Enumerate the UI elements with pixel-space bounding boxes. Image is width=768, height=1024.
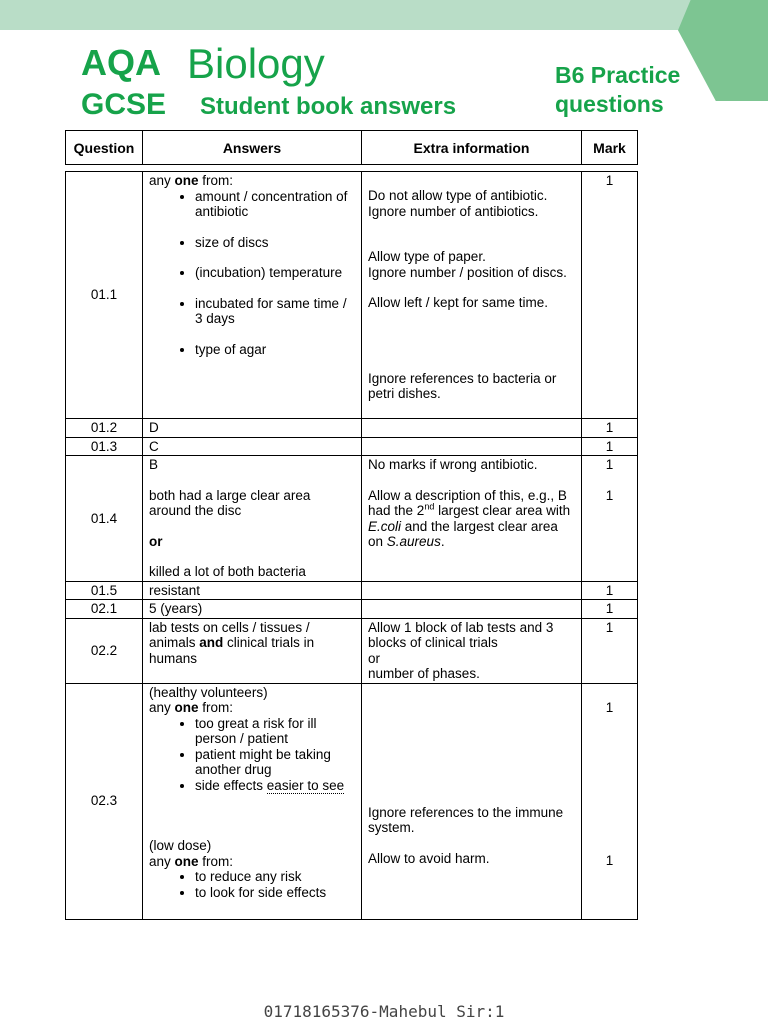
mark-cell: 1 [582,419,638,438]
mark-cell: 1 [582,172,638,419]
extra-text: Allow to avoid harm. [368,850,490,866]
list-item: • size of discs [195,235,355,251]
extra-text: Allow left / kept for same time. [368,295,549,310]
table-row [66,600,638,619]
answer-cell [143,172,362,419]
table-row [66,683,638,919]
table-row [66,581,638,600]
extra-text: Allow a description of this, e.g., B had the 2nd largest clear area with E.coli and the largest clear area on S.aureus. [368,487,571,549]
brand-logo: AQA [81,42,161,83]
topic-title-line2: questions [555,91,664,117]
list-item: • side effects easier to see [195,778,355,794]
extra-info-cell [362,581,582,600]
answer-text: (healthy volunteers) [149,684,268,700]
extra-text: Allow 1 block of lab tests and 3 blocks of clinical trials [368,619,554,650]
mark-cell: 1 [582,618,638,683]
extra-text: Ignore references to bacteria or petri dishes. [368,370,557,401]
extra-info-cell [362,456,582,582]
extra-info-cell [362,600,582,619]
answer-bullets [149,189,355,220]
mark-cell: 1 1 [582,683,638,919]
list-item: • too great a risk for ill person / patient [195,716,355,747]
column-header-answers: Answers [143,131,362,165]
extra-info-cell [362,172,582,419]
answer-cell: lab tests on cells / tissues / animals and clinical trials in humans [143,618,362,683]
table-row [66,437,638,456]
list-item: • (incubation) temperature [195,265,355,281]
answer-text: both had a large clear area around the disc [149,487,311,518]
answer-cell: resistant [143,581,362,600]
top-band [0,0,768,30]
answer-text: killed a lot of both bacteria [149,564,306,579]
table-row [66,419,638,438]
topic-title [555,61,680,119]
answer-text: (low dose) [149,838,212,853]
question-number: 02.2 [66,618,143,683]
extra-text: No marks if wrong antibiotic. [368,457,538,472]
answers-table [65,171,638,920]
list-item: • to reduce any risk [195,869,355,885]
question-number: 02.3 [66,683,143,919]
extra-text: Ignore references to the immune system. [368,804,564,835]
answer-intro: any one from: [149,853,234,869]
extra-info-cell [362,618,582,683]
answers-table-header [65,130,638,165]
mark-cell: 1 [582,581,638,600]
list-item: • patient might be taking another drug [195,747,355,778]
extra-info-cell [362,683,582,919]
answer-cell: C [143,437,362,456]
answer-intro: any one from: [149,700,234,715]
level-title: GCSE [81,88,167,121]
column-header-question: Question [66,131,143,165]
list-item: • incubated for same time / 3 days [195,296,355,327]
answer-cell: D [143,419,362,438]
question-number: 02.1 [66,600,143,619]
answer-cell [143,683,362,919]
extra-text: Do not allow type of antibiotic. [368,188,548,203]
list-item: • type of agar [195,342,355,358]
extra-info-cell [362,437,582,456]
answer-intro: any one from: [149,173,234,188]
answer-cell: 5 (years) [143,600,362,619]
question-number: 01.1 [66,172,143,419]
extra-text: or [368,650,381,666]
answer-text: or [149,533,163,549]
answer-text: B [149,457,159,472]
topic-title-line1: B6 Practice [555,62,681,88]
table-row [66,456,638,582]
question-number: 01.5 [66,581,143,600]
mark-cell: 1 1 [582,456,638,582]
answer-cell [143,456,362,582]
page-subtitle: Student book answers [200,93,457,120]
answer-bullets [149,869,355,900]
question-number: 01.3 [66,437,143,456]
question-number: 01.4 [66,456,143,582]
page-footer: 01718165376-Mahebul Sir:1 [263,1002,505,1021]
extra-text: number of phases. [368,666,480,681]
column-header-mark: Mark [582,131,638,165]
extra-text: Allow type of paper. [368,249,486,264]
question-number: 01.2 [66,419,143,438]
corner-decoration [678,0,768,101]
extra-info-cell [362,419,582,438]
subject-title: Biology [187,40,325,87]
extra-text: Ignore number / position of discs. [368,264,567,280]
extra-text: Ignore number of antibiotics. [368,203,539,219]
table-row [66,172,638,419]
mark-cell: 1 [582,437,638,456]
answer-bullets [149,716,355,794]
table-row [66,618,638,683]
list-item: • amount / concentration of antibiotic [195,189,355,220]
mark-cell: 1 [582,600,638,619]
list-item: • to look for side effects [195,885,355,901]
column-header-extra: Extra information [362,131,582,165]
